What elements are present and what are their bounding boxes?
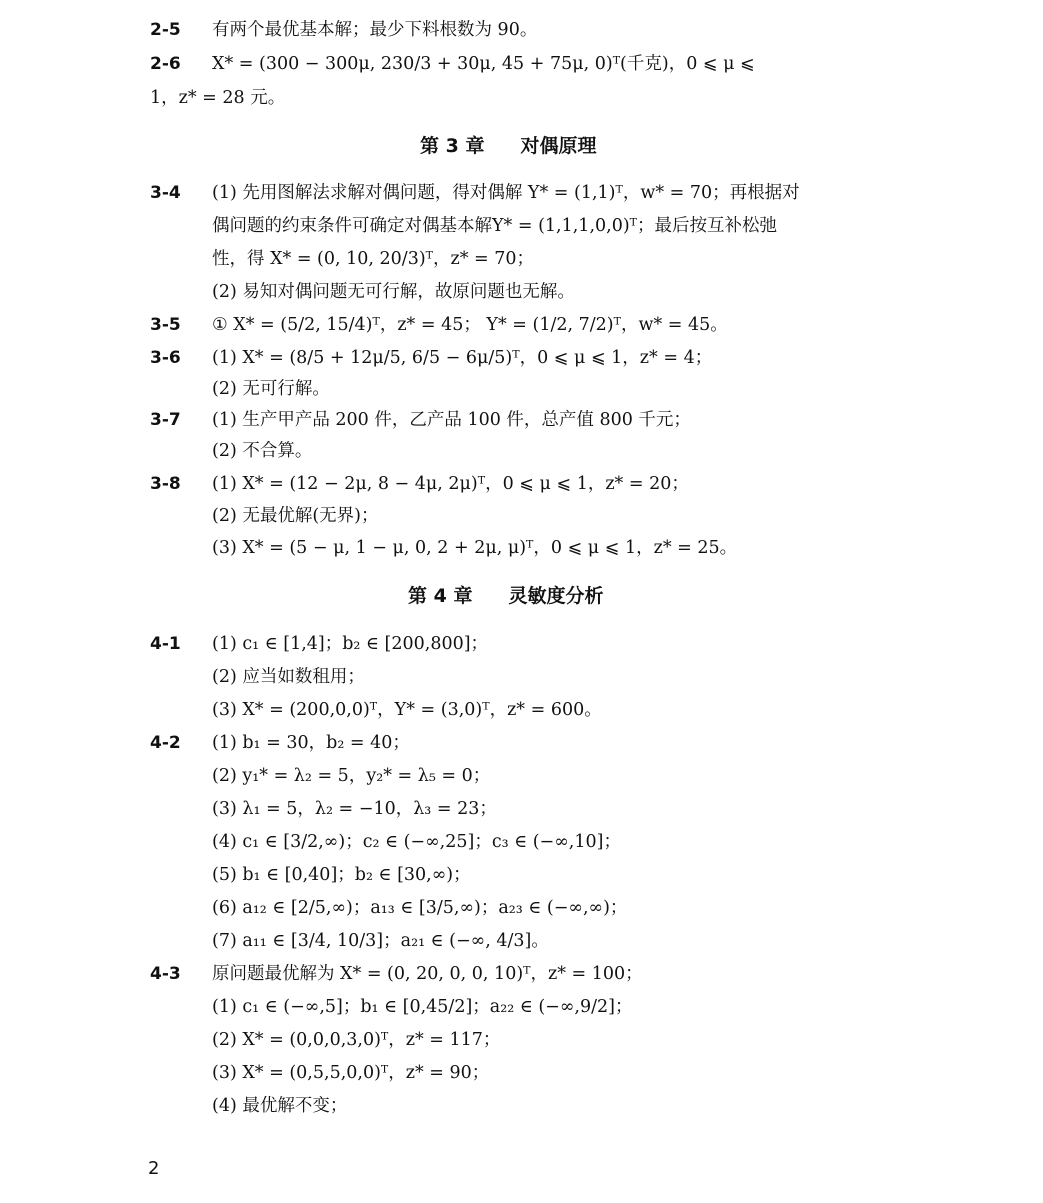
item-text: (5) b₁ ∈ [0,40]；b₂ ∈ [30,∞)； (212, 865, 471, 885)
item-text: 偶问题的约束条件可确定对偶基本解Y* = (1,1,1,0,0)ᵀ；最后按互补松弛 (212, 216, 778, 236)
item-text: (2) 应当如数租用； (212, 667, 365, 687)
item-number: 3-4 (150, 183, 181, 203)
item-text: (2) 易知对偶问题无可行解，故原问题也无解。 (212, 282, 575, 302)
item-text: (2) y₁* = λ₂ = 5，y₂* = λ₅ = 0； (212, 766, 491, 786)
item-number: 2-5 (150, 20, 181, 40)
item-text: (7) a₁₁ ∈ [3/4, 10/3]；a₂₁ ∈ (−∞, 4/3]。 (212, 931, 549, 951)
item-text: 有两个最优基本解；最少下料根数为 90。 (212, 20, 538, 40)
item-text: 性，得 X* = (0, 10, 20/3)ᵀ，z* = 70； (212, 249, 535, 269)
item-text: (2) X* = (0,0,0,3,0)ᵀ，z* = 117； (212, 1030, 501, 1050)
item-text: (2) 无最优解(无界)； (212, 506, 379, 526)
item-text: (3) λ₁ = 5，λ₂ = −10，λ₃ = 23； (212, 799, 497, 819)
chapter-label: 第 3 章 (420, 135, 485, 157)
item-text: (1) X* = (12 − 2μ, 8 − 4μ, 2μ)ᵀ，0 ⩽ μ ⩽ 1，z* = 20； (212, 474, 689, 494)
item-text: (1) b₁ = 30，b₂ = 40； (212, 733, 410, 753)
chapter-title: 灵敏度分析 (508, 585, 604, 607)
chapter-title: 对偶原理 (520, 135, 597, 157)
item-text: (3) X* = (0,5,5,0,0)ᵀ，z* = 90； (212, 1063, 490, 1083)
item-number: 4-2 (150, 733, 181, 753)
page-number: 2 (148, 1158, 160, 1179)
item-number: 4-1 (150, 634, 181, 654)
item-text: (1) c₁ ∈ [1,4]；b₂ ∈ [200,800]； (212, 634, 489, 654)
item-text: (2) 不合算。 (212, 441, 313, 461)
item-text: (6) a₁₂ ∈ [2/5,∞)；a₁₃ ∈ [3/5,∞)；a₂₃ ∈ (−∞,∞)； (212, 898, 628, 918)
item-text: (3) X* = (5 − μ, 1 − μ, 0, 2 + 2μ, μ)ᵀ，0 ⩽ μ ⩽ 1，z* = 25。 (212, 538, 738, 558)
chapter-heading (420, 131, 596, 158)
item-text: (4) c₁ ∈ [3/2,∞)；c₂ ∈ (−∞,25]；c₃ ∈ (−∞,10]； (212, 832, 621, 852)
chapter-label: 第 4 章 (408, 585, 473, 607)
item-number: 3-8 (150, 474, 181, 494)
item-text: (1) c₁ ∈ (−∞,5]；b₁ ∈ [0,45/2]；a₂₂ ∈ (−∞,9/2]； (212, 997, 633, 1017)
item-text: (2) 无可行解。 (212, 379, 330, 399)
item-number: 4-3 (150, 964, 181, 984)
item-text: ① X* = (5/2, 15/4)ᵀ，z* = 45； Y* = (1/2, 7/2)ᵀ，w* = 45。 (212, 315, 728, 335)
item-text: 1，z* = 28 元。 (150, 88, 286, 108)
item-text: (1) 先用图解法求解对偶问题，得对偶解 Y* = (1,1)ᵀ，w* = 70；再根据对 (212, 183, 800, 203)
item-text: (1) X* = (8/5 + 12μ/5, 6/5 − 6μ/5)ᵀ，0 ⩽ μ ⩽ 1，z* = 4； (212, 348, 713, 368)
item-text: 原问题最优解为 X* = (0, 20, 0, 0, 10)ᵀ，z* = 100； (212, 964, 643, 984)
item-number: 2-6 (150, 54, 181, 74)
item-text: X* = (300 − 300μ, 230/3 + 30μ, 45 + 75μ, 0)ᵀ(千克)，0 ⩽ μ ⩽ (212, 54, 755, 74)
item-number: 3-7 (150, 410, 181, 430)
chapter-heading (408, 581, 603, 608)
item-text: (4) 最优解不变； (212, 1096, 348, 1116)
item-text: (1) 生产甲产品 200 件，乙产品 100 件，总产值 800 千元； (212, 410, 691, 430)
item-number: 3-5 (150, 315, 181, 335)
item-text: (3) X* = (200,0,0)ᵀ，Y* = (3,0)ᵀ，z* = 600。 (212, 700, 602, 720)
item-number: 3-6 (150, 348, 181, 368)
